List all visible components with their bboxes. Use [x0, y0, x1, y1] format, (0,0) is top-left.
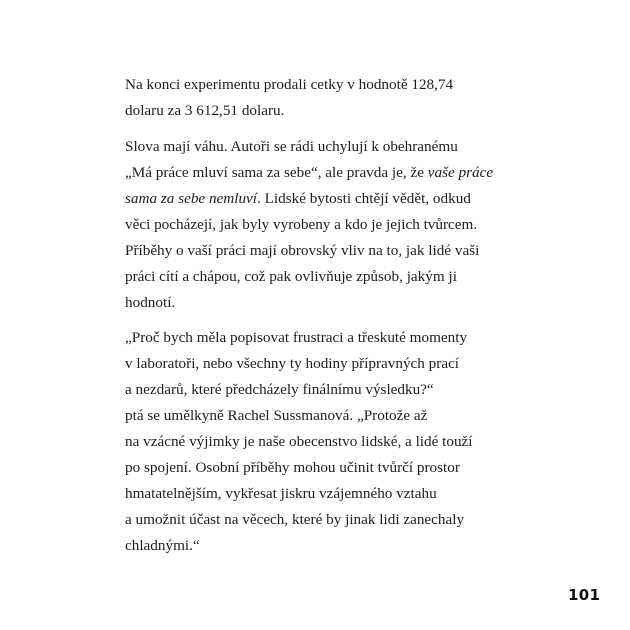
text-line: Příběhy o vaší práci mají obrovský vliv na to, jak lidé vaši	[125, 242, 480, 259]
text-line	[125, 186, 510, 212]
text-line: ptá se umělkyně Rachel Sussmanová. „Protože až	[125, 407, 428, 424]
text-line: a umožnit účast na věcech, které by jinak lidi zanechaly	[125, 511, 465, 528]
paragraph-words-weight	[125, 134, 510, 316]
text-line: a nezdarů, které předcházely finálnímu výsledku?“	[125, 381, 434, 398]
text-segment: „Má práce mluví sama za sebe“, ale pravda je, že	[125, 164, 428, 181]
paragraph-quote	[125, 325, 510, 559]
paragraph-experiment	[125, 72, 510, 124]
text-line	[125, 160, 510, 186]
page-number: 101	[568, 586, 601, 604]
text-line: práci cítí a chápou, což pak ovlivňuje způsob, jakým ji	[125, 268, 457, 285]
text-segment: . Lidské bytosti chtějí vědět, odkud	[257, 190, 471, 207]
text-line: na vzácné výjimky je naše obecenstvo lidské, a lidé touží	[125, 433, 473, 450]
text-line: hmatatelnějším, vykřesat jiskru vzájemného vztahu	[125, 485, 437, 502]
text-line: „Proč bych měla popisovat frustraci a třeskuté momenty	[125, 329, 468, 346]
italic-segment: sama za sebe nemluví	[125, 190, 258, 207]
text-line: v laboratoři, nebo všechny ty hodiny přípravných prací	[125, 355, 460, 372]
italic-segment: vaše práce	[427, 164, 494, 181]
text-line: chladnými.“	[125, 537, 200, 554]
text-line: Na konci experimentu prodali cetky v hodnotě 128,74	[125, 76, 454, 93]
text-line: hodnotí.	[125, 294, 176, 311]
text-line: dolaru za 3 612,51 dolaru.	[125, 102, 285, 119]
text-line: Slova mají váhu. Autoři se rádi uchylují k obehranému	[125, 138, 458, 155]
text-line: věci pocházejí, jak byly vyrobeny a kdo je jejich tvůrcem.	[125, 216, 478, 233]
text-line: po spojení. Osobní příběhy mohou učinit tvůrčí prostor	[125, 459, 460, 476]
